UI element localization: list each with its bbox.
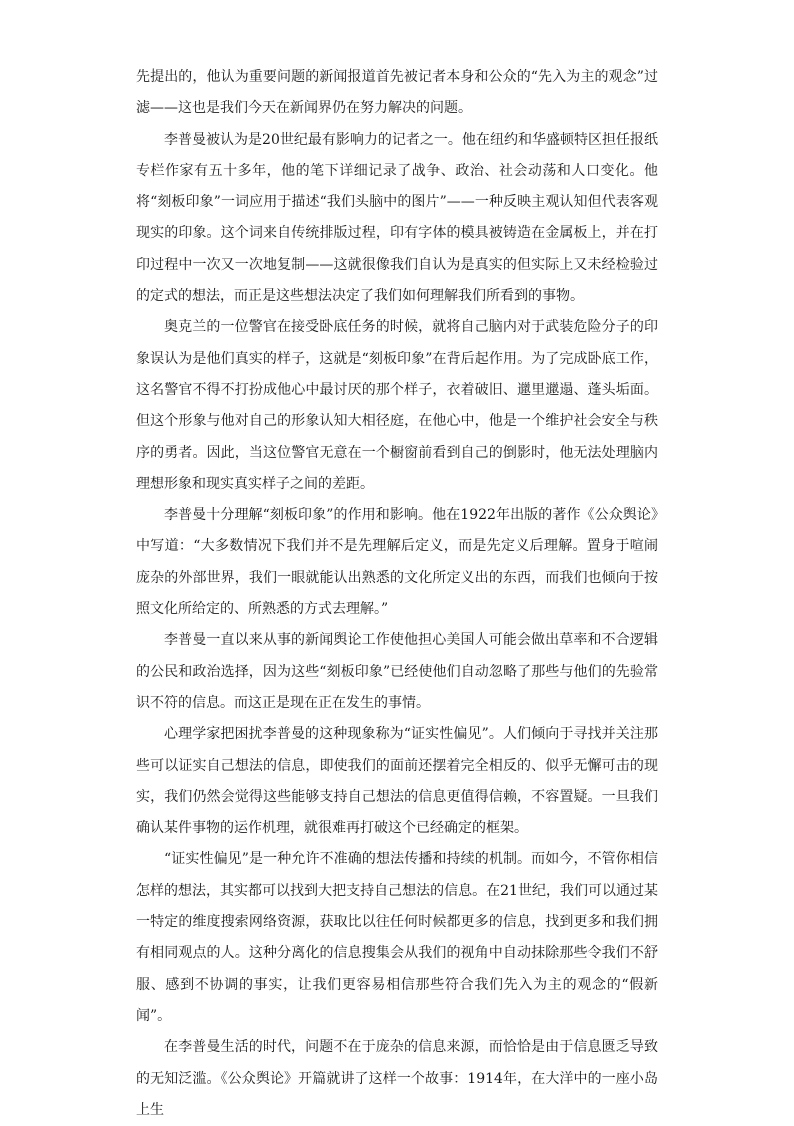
paragraph-2: 李普曼被认为是20世纪最有影响力的记者之一。他在纽约和华盛顿特区担任报纸专栏作家有五十多年，他的笔下详细记录了战争、政治、社会动荡和人口变化。他将“刻板印象”一词应用于描述“我们头脑中的图片”——一种反映主观认知但代表客观现实的印象。这个词来自传统排版过程，印有字体的模具被铸造在金属板上，并在打印过程中一次又一次地复制——这就很像我们自认为是真实的但实际上又未经检验过的定式的想法，而正是这些想法决定了我们如何理解我们所看到的事物。 bbox=[136, 131, 658, 305]
paragraph-7: “证实性偏见”是一种允许不准确的想法传播和持续的机制。而如今，不管你相信怎样的想法，其实都可以找到大把支持自己想法的信息。在21世纪，我们可以通过某一特定的维度搜索网络资源，获取比以往任何时候都更多的信息，找到更多和我们拥有相同观点的人。这种分离化的信息搜集会从我们的视角中自动抹除那些令我们不舒服、感到不协调的事实，让我们更容易相信那些符合我们先入为主的观念的“假新闻”。 bbox=[136, 851, 658, 1024]
paragraph-3: 奥克兰的一位警官在接受卧底任务的时候，就将自己脑内对于武装危险分子的印象误认为是他们真实的样子，这就是“刻板印象”在背后起作用。为了完成卧底工作，这名警官不得不打扮成他心中最讨厌的那个样子，衣着破旧、邋里邋遢、蓬头垢面。但这个形象与他对自己的形象认知大相径庭，在他心中，他是一个维护社会安全与秩序的勇者。因此，当这位警官无意在一个橱窗前看到自己的倒影时，他无法处理脑内理想形象和现实真实样子之间的差距。 bbox=[136, 319, 658, 492]
paragraph-4: 李普曼十分理解“刻板印象”的作用和影响。他在1922年出版的著作《公众舆论》中写道：“大多数情况下我们并不是先理解后定义，而是先定义后理解。置身于喧闹庞杂的外部世界，我们一眼就能认出熟悉的文化所定义出的东西，而我们也倾向于按照文化所给定的、所熟悉的方式去理解。” bbox=[136, 507, 658, 618]
paragraph-5: 李普曼一直以来从事的新闻舆论工作使他担心美国人可能会做出草率和不合逻辑的公民和政治选择，因为这些“刻板印象”已经使他们自动忽略了那些与他们的先验常识不符的信息。而这正是现在正在发生的事情。 bbox=[136, 632, 658, 711]
paragraph-8: 在李普曼生活的时代，问题不在于庞杂的信息来源，而恰恰是由于信息匮乏导致的无知泛滥。《公众舆论》开篇就讲了这样一个故事：1914年，在大洋中的一座小岛上生 bbox=[136, 1039, 658, 1118]
document-page bbox=[136, 62, 658, 1126]
paragraph-6: 心理学家把困扰李普曼的这种现象称为“证实性偏见”。人们倾向于寻找并关注那些可以证实自己想法的信息，即使我们的面前还摆着完全相反的、似乎无懈可击的现实，我们仍然会觉得这些能够支持自己想法的信息更值得信赖，不容置疑。一旦我们确认某件事物的运作机理，就很难再打破这个已经确定的框架。 bbox=[136, 726, 658, 837]
paragraph-1: 先提出的，他认为重要问题的新闻报道首先被记者本身和公众的“先入为主的观念”过滤——这也是我们今天在新闻界仍在努力解决的问题。 bbox=[136, 69, 658, 117]
